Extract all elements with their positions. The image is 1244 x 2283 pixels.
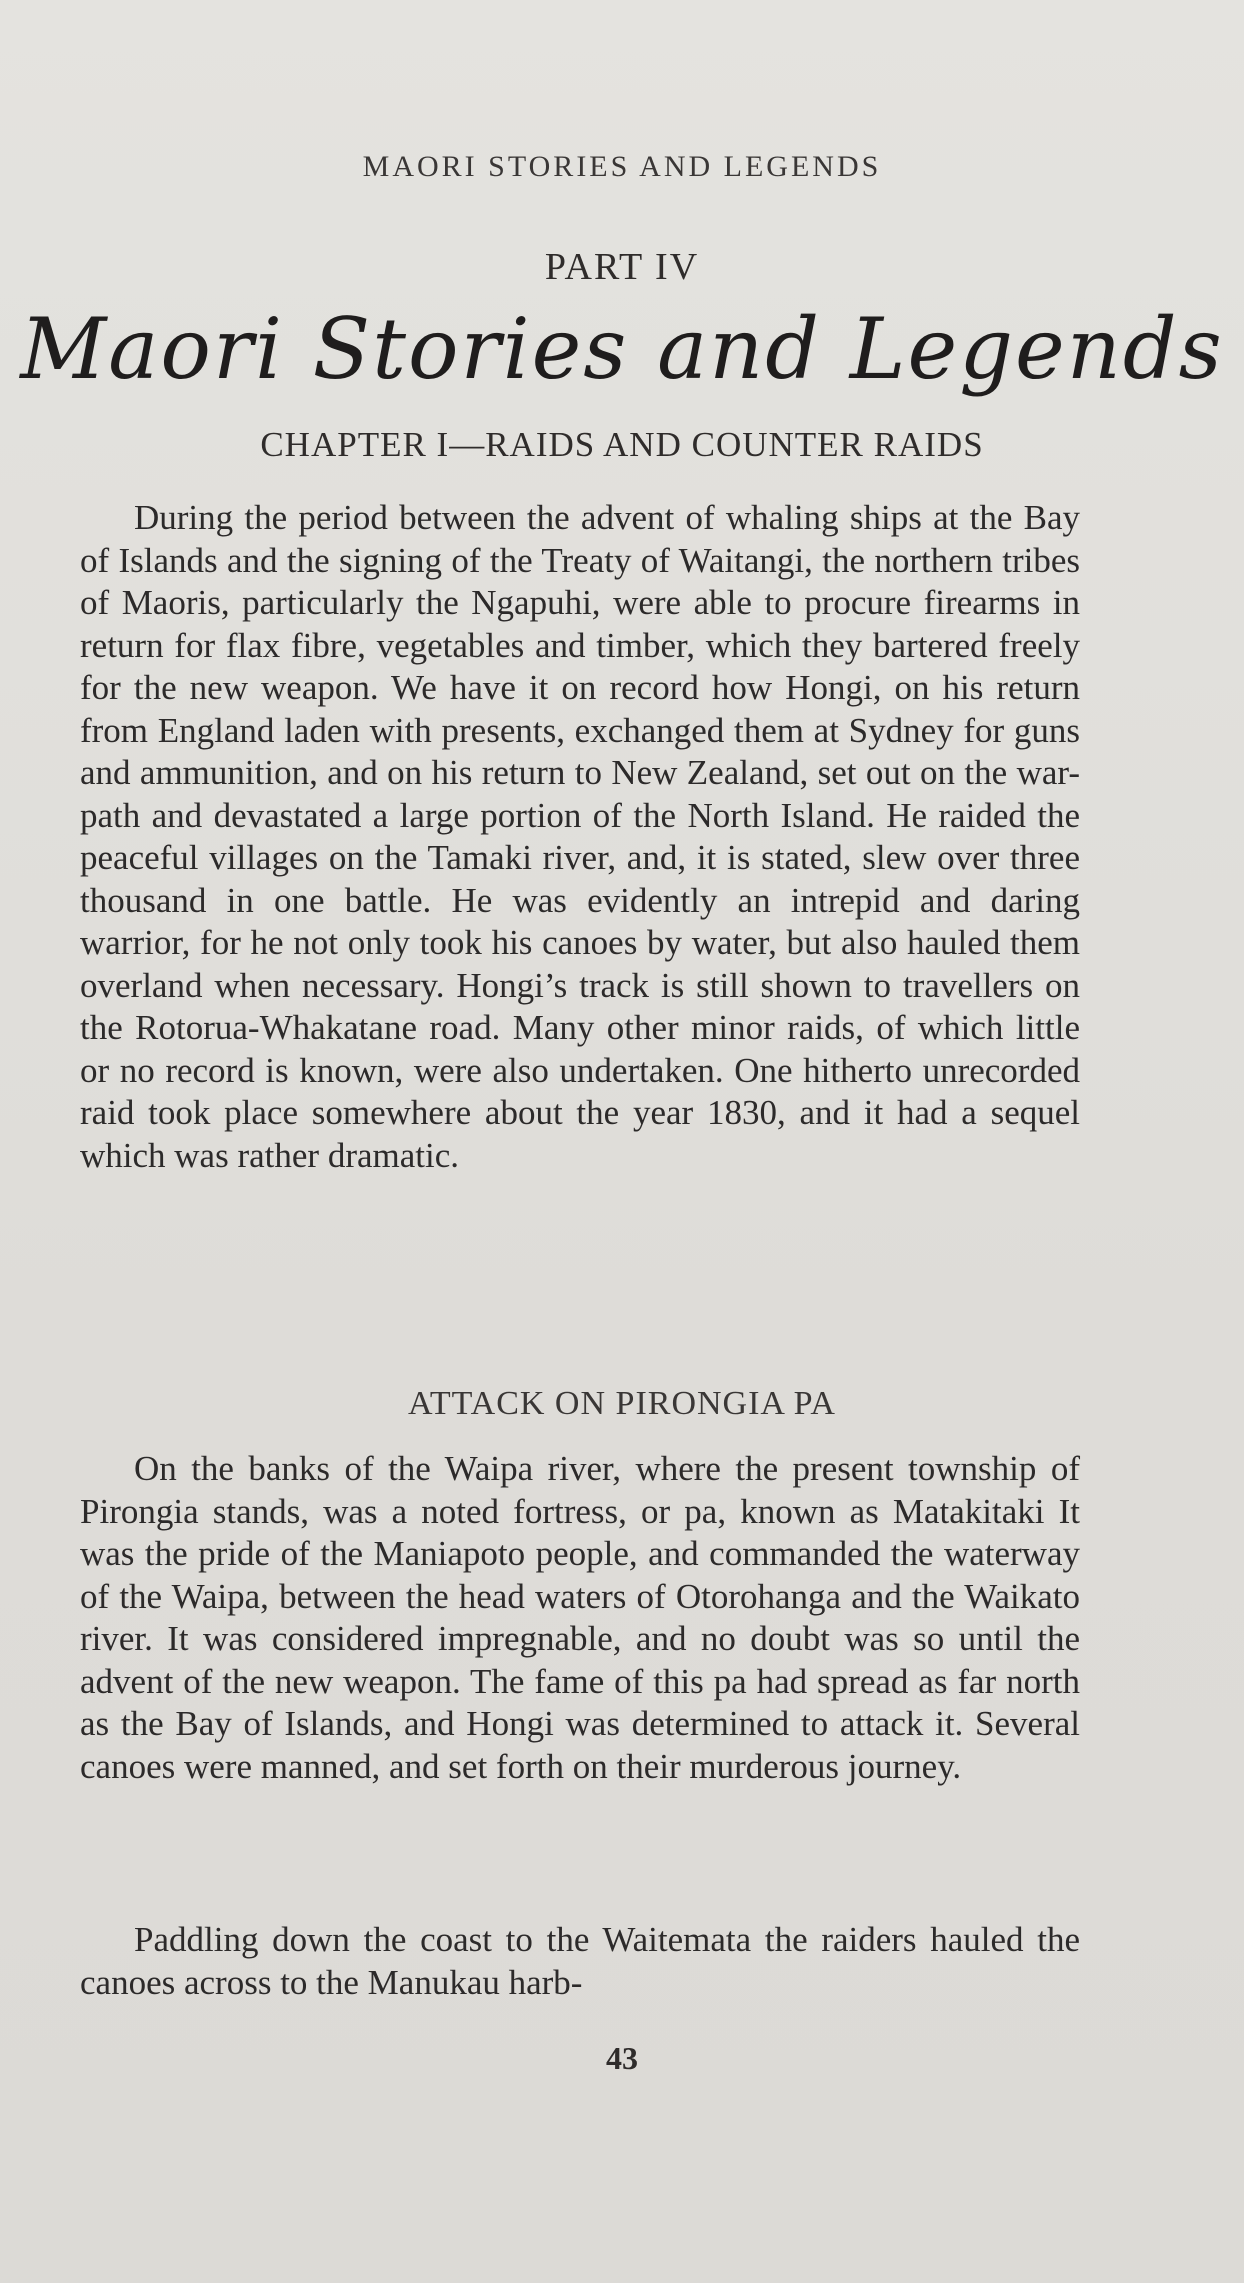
paragraph-1: During the period between the advent of whaling ships at the Bay of Islands and the signing of the Treaty of Waitangi, the northern tribes of Maoris, particularly the Ngapuhi, were able to procure firearms in return for flax fibre, vegetables and timber, which they bartered freely for the new weapon. We have it on record how Hongi, on his return from England laden with presents, exchanged them at Sydney for guns and ammunition, and on his return to New Zealand, set out on the war-path and devastated a large portion of the North Island. He raided the peaceful villages on the Tamaki river, and, it is stated, slew over three thousand in one battle. He was evidently an intrepid and daring warrior, for he not only took his canoes by water, but also hauled them overland when necessary. Hongi’s track is still shown to travellers on the Rotorua-Whakatane road. Many other minor raids, of which little or no record is known, were also undertaken. One hitherto unrecorded raid took place somewhere about the year 1830, and it had a sequel which was rather dramatic.	[80, 498, 1080, 1175]
paragraph-2: On the banks of the Waipa river, where the present township of Pirongia stands, was a noted fortress, or pa, known as Matakitaki It was the pride of the Maniapoto people, and commanded the waterway of the Waipa, between the head waters of Otorohanga and the Waikato river. It was considered impregnable, and no doubt was so until the advent of the new weapon. The fame of this pa had spread as far north as the Bay of Islands, and Hongi was determined to attack it. Several canoes were manned, and set forth on their murderous journey.	[80, 1449, 1080, 1786]
part-label: PART IV	[544, 246, 700, 288]
chapter-heading: CHAPTER I—RAIDS AND COUNTER RAIDS	[260, 425, 984, 464]
script-title: Maori Stories and Legends	[20, 300, 1224, 398]
section-heading: ATTACK ON PIRONGIA PA	[408, 1385, 836, 1422]
running-head: MAORI STORIES AND LEGENDS	[362, 150, 882, 183]
paragraph-3: Paddling down the coast to the Waitemata the raiders hauled the canoes across to the Manukau harb-	[80, 1920, 1080, 2002]
page-number: 43	[606, 2040, 638, 2076]
